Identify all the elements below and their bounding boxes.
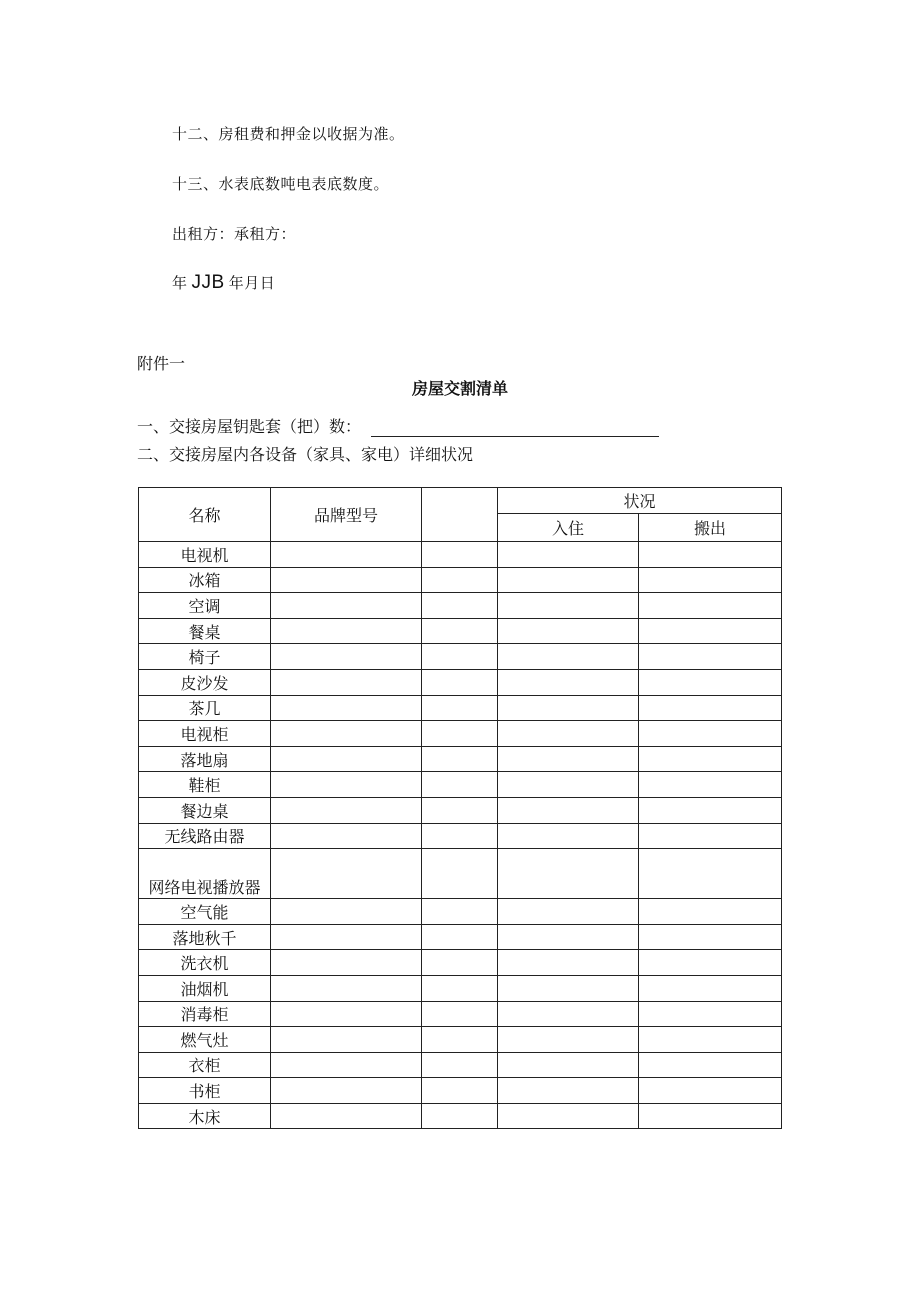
move-in-cell <box>498 924 639 950</box>
move-out-cell <box>639 1027 782 1053</box>
move-out-cell <box>639 950 782 976</box>
table-row <box>139 644 782 670</box>
move-in-cell <box>498 542 639 568</box>
blank-cell <box>422 975 498 1001</box>
table-row <box>139 975 782 1001</box>
blank-cell <box>422 849 498 899</box>
move-in-cell <box>498 618 639 644</box>
move-out-cell <box>639 746 782 772</box>
move-out-cell <box>639 567 782 593</box>
table-row <box>139 567 782 593</box>
blank-cell <box>422 1027 498 1053</box>
move-in-cell <box>498 772 639 798</box>
item-name-cell: 无线路由器 <box>139 823 271 849</box>
header-move-out: 搬出 <box>639 514 782 542</box>
signature-line: 出租方：承租方： <box>172 225 297 243</box>
blank-cell <box>422 695 498 721</box>
move-in-cell <box>498 849 639 899</box>
table-row <box>139 823 782 849</box>
move-in-cell <box>498 899 639 925</box>
brand-model-cell <box>271 849 422 899</box>
keys-count-blank <box>371 420 659 437</box>
header-name: 名称 <box>139 488 271 542</box>
move-in-cell <box>498 797 639 823</box>
date-mark: JJB <box>191 272 225 293</box>
move-out-cell <box>639 1103 782 1129</box>
move-out-cell <box>639 721 782 747</box>
page-title: 房屋交割清单 <box>411 379 508 398</box>
blank-cell <box>422 618 498 644</box>
item-name-cell: 餐桌 <box>139 618 271 644</box>
blank-cell <box>422 899 498 925</box>
header-move-in: 入住 <box>498 514 639 542</box>
item-name-cell: 网络电视播放器 <box>139 849 271 899</box>
clause-13: 十三、水表底数吨电表底数度。 <box>172 175 390 193</box>
move-out-cell <box>639 899 782 925</box>
table-row <box>139 721 782 747</box>
item-name-cell: 书柜 <box>139 1078 271 1104</box>
brand-model-cell <box>271 797 422 823</box>
blank-cell <box>422 1001 498 1027</box>
item-name-cell: 鞋柜 <box>139 772 271 798</box>
table-row <box>139 669 782 695</box>
blank-cell <box>422 1052 498 1078</box>
table-row <box>139 1001 782 1027</box>
move-out-cell <box>639 924 782 950</box>
move-in-cell <box>498 644 639 670</box>
table-row <box>139 1078 782 1104</box>
blank-cell <box>422 669 498 695</box>
blank-cell <box>422 1103 498 1129</box>
annex-label: 附件一 <box>137 354 186 373</box>
move-out-cell <box>639 823 782 849</box>
move-out-cell <box>639 1078 782 1104</box>
move-in-cell <box>498 567 639 593</box>
move-out-cell <box>639 542 782 568</box>
move-out-cell <box>639 797 782 823</box>
blank-cell <box>422 950 498 976</box>
move-in-cell <box>498 1001 639 1027</box>
item-name-cell: 衣柜 <box>139 1052 271 1078</box>
equipment-heading: 二、交接房屋内各设备（家具、家电）详细状况 <box>137 445 474 464</box>
brand-model-cell <box>271 567 422 593</box>
blank-cell <box>422 772 498 798</box>
item-name-cell: 落地扇 <box>139 746 271 772</box>
move-in-cell <box>498 1078 639 1104</box>
header-blank <box>422 488 498 542</box>
move-in-cell <box>498 746 639 772</box>
table-row <box>139 1052 782 1078</box>
brand-model-cell <box>271 746 422 772</box>
brand-model-cell <box>271 1052 422 1078</box>
item-name-cell: 燃气灶 <box>139 1027 271 1053</box>
move-in-cell <box>498 695 639 721</box>
item-name-cell: 椅子 <box>139 644 271 670</box>
move-out-cell <box>639 593 782 619</box>
table-row <box>139 1103 782 1129</box>
move-in-cell <box>498 1103 639 1129</box>
move-out-cell <box>639 1001 782 1027</box>
header-status: 状况 <box>498 488 782 514</box>
blank-cell <box>422 823 498 849</box>
table-row <box>139 1027 782 1053</box>
table-row <box>139 746 782 772</box>
move-out-cell <box>639 695 782 721</box>
item-name-cell: 空调 <box>139 593 271 619</box>
move-in-cell <box>498 1052 639 1078</box>
move-in-cell <box>498 593 639 619</box>
clause-12: 十二、房租费和押金以收据为准。 <box>172 125 405 143</box>
brand-model-cell <box>271 950 422 976</box>
move-in-cell <box>498 1027 639 1053</box>
date-suffix: 年月日 <box>228 274 276 292</box>
table-row <box>139 695 782 721</box>
item-name-cell: 空气能 <box>139 899 271 925</box>
move-in-cell <box>498 823 639 849</box>
table-row <box>139 899 782 925</box>
brand-model-cell <box>271 1001 422 1027</box>
move-out-cell <box>639 669 782 695</box>
table-row <box>139 849 782 899</box>
blank-cell <box>422 644 498 670</box>
item-name-cell: 电视机 <box>139 542 271 568</box>
item-name-cell: 落地秋千 <box>139 924 271 950</box>
table-row <box>139 797 782 823</box>
table-row <box>139 542 782 568</box>
brand-model-cell <box>271 644 422 670</box>
table-row <box>139 593 782 619</box>
item-name-cell: 洗衣机 <box>139 950 271 976</box>
blank-cell <box>422 721 498 747</box>
blank-cell <box>422 567 498 593</box>
item-name-cell: 消毒柜 <box>139 1001 271 1027</box>
blank-cell <box>422 1078 498 1104</box>
blank-cell <box>422 797 498 823</box>
blank-cell <box>422 542 498 568</box>
move-out-cell <box>639 644 782 670</box>
brand-model-cell <box>271 618 422 644</box>
brand-model-cell <box>271 899 422 925</box>
item-name-cell: 电视柜 <box>139 721 271 747</box>
item-name-cell: 皮沙发 <box>139 669 271 695</box>
move-out-cell <box>639 849 782 899</box>
brand-model-cell <box>271 593 422 619</box>
date-prefix: 年 <box>172 274 188 292</box>
brand-model-cell <box>271 1078 422 1104</box>
item-name-cell: 冰箱 <box>139 567 271 593</box>
brand-model-cell <box>271 823 422 849</box>
blank-cell <box>422 746 498 772</box>
table-row <box>139 950 782 976</box>
header-brand-model: 品牌型号 <box>271 488 422 542</box>
handover-table <box>138 487 782 1129</box>
brand-model-cell <box>271 924 422 950</box>
move-in-cell <box>498 721 639 747</box>
move-out-cell <box>639 772 782 798</box>
item-name-cell: 油烟机 <box>139 975 271 1001</box>
brand-model-cell <box>271 669 422 695</box>
brand-model-cell <box>271 1103 422 1129</box>
move-in-cell <box>498 950 639 976</box>
move-out-cell <box>639 1052 782 1078</box>
move-out-cell <box>639 975 782 1001</box>
brand-model-cell <box>271 695 422 721</box>
table-row <box>139 618 782 644</box>
keys-count-line <box>137 414 659 437</box>
item-name-cell: 餐边桌 <box>139 797 271 823</box>
brand-model-cell <box>271 721 422 747</box>
move-out-cell <box>639 618 782 644</box>
table-row <box>139 924 782 950</box>
move-in-cell <box>498 669 639 695</box>
brand-model-cell <box>271 772 422 798</box>
blank-cell <box>422 593 498 619</box>
blank-cell <box>422 924 498 950</box>
brand-model-cell <box>271 542 422 568</box>
item-name-cell: 木床 <box>139 1103 271 1129</box>
brand-model-cell <box>271 975 422 1001</box>
keys-count-label: 一、交接房屋钥匙套（把）数： <box>137 417 362 436</box>
table-row <box>139 772 782 798</box>
item-name-cell: 茶几 <box>139 695 271 721</box>
move-in-cell <box>498 975 639 1001</box>
date-line <box>172 272 275 294</box>
brand-model-cell <box>271 1027 422 1053</box>
